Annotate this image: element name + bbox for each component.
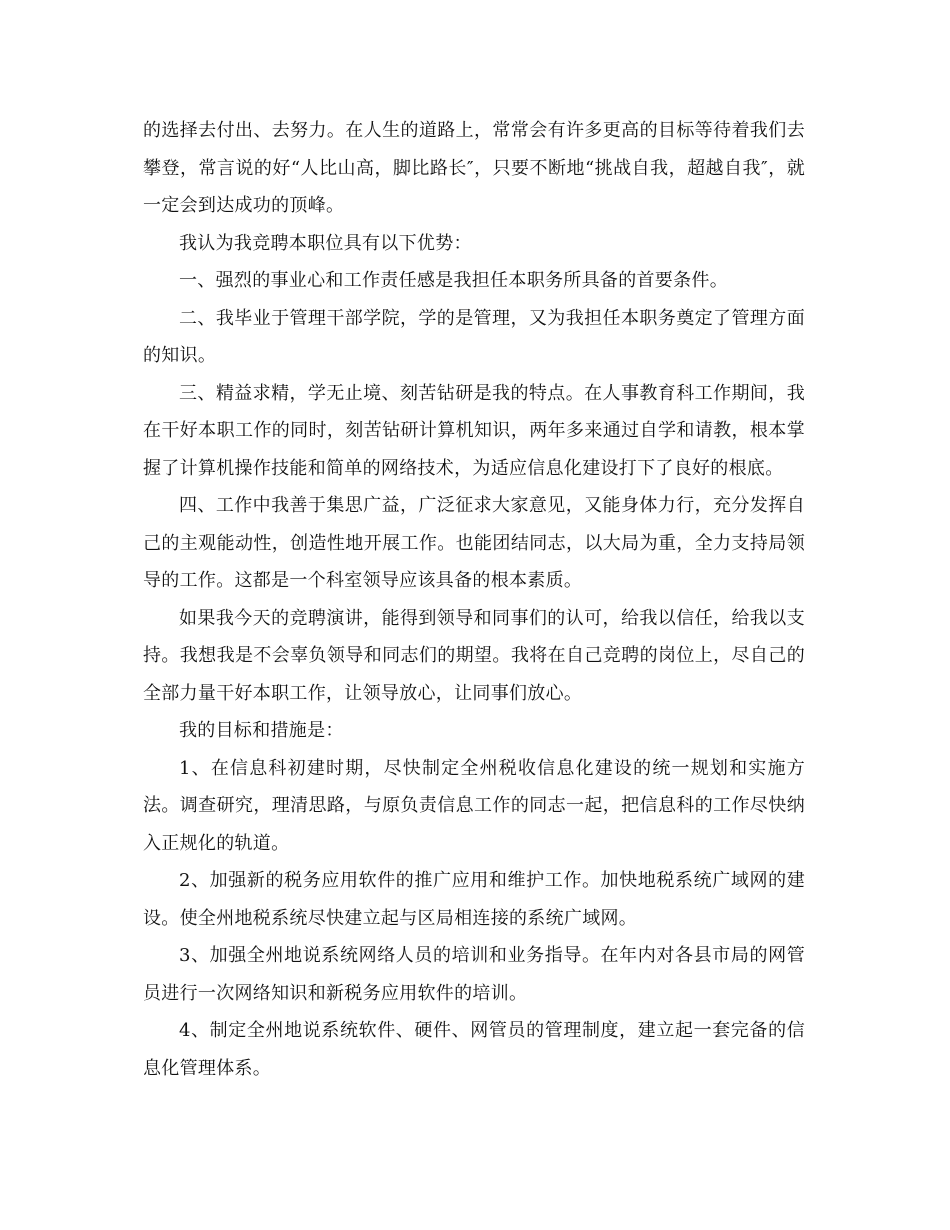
paragraph-goal-1: 1、在信息科初建时期，尽快制定全州税收信息化建设的统一规划和实施方法。调查研究，理清思路，与原负责信息工作的同志一起，把信息科的工作尽快纳入正规化的轨道。 — [143, 757, 805, 854]
paragraph-advantage-2: 二、我毕业于管理干部学院，学的是管理，又为我担任本职务奠定了管理方面的知识。 — [143, 307, 805, 366]
paragraph-commitment: 如果我今天的竞聘演讲，能得到领导和同事们的认可，给我以信任，给我以支持。我想我是不会辜负领导和同志们的期望。我将在自己竞聘的岗位上，尽自己的全部力量干好本职工作，让领导放心，让同事们放心。 — [143, 607, 805, 704]
paragraph-goal-2: 2、加强新的税务应用软件的推广应用和维护工作。加快地税系统广域网的建设。使全州地税系统尽快建立起与区局相连接的系统广域网。 — [143, 870, 805, 929]
paragraph-advantages-intro: 我认为我竞聘本职位具有以下优势： — [179, 232, 472, 254]
paragraph-advantage-3: 三、精益求精，学无止境、刻苦钻研是我的特点。在人事教育科工作期间，我在干好本职工作的同时，刻苦钻研计算机知识，两年多来通过自学和请教，根本掌握了计算机操作技能和简单的网络技术，为适应信息化建设打下了良好的根底。 — [143, 382, 805, 479]
paragraph-continuation: 的选择去付出、去努力。在人生的道路上，常常会有许多更高的目标等待着我们去攀登，常言说的好“人比山高，脚比路长″，只要不断地“挑战自我，超越自我″，就一定会到达成功的顶峰。 — [143, 120, 805, 216]
paragraph-advantage-4: 四、工作中我善于集思广益，广泛征求大家意见，又能身体力行，充分发挥自己的主观能动性，创造性地开展工作。也能团结同志，以大局为重，全力支持局领导的工作。这都是一个科室领导应该具备的根本素质。 — [143, 495, 805, 591]
paragraph-goals-intro: 我的目标和措施是： — [179, 720, 344, 741]
paragraph-goal-4: 4、制定全州地说系统软件、硬件、网管员的管理制度，建立起一套完备的信息化管理体系。 — [143, 1020, 805, 1079]
document-body — [143, 112, 805, 1087]
paragraph-goal-3: 3、加强全州地说系统网络人员的培训和业务指导。在年内对各县市局的网管员进行一次网络知识和新税务应用软件的培训。 — [143, 945, 805, 1004]
paragraph-advantage-1: 一、强烈的事业心和工作责任感是我担任本职务所具备的首要条件。 — [179, 270, 728, 291]
